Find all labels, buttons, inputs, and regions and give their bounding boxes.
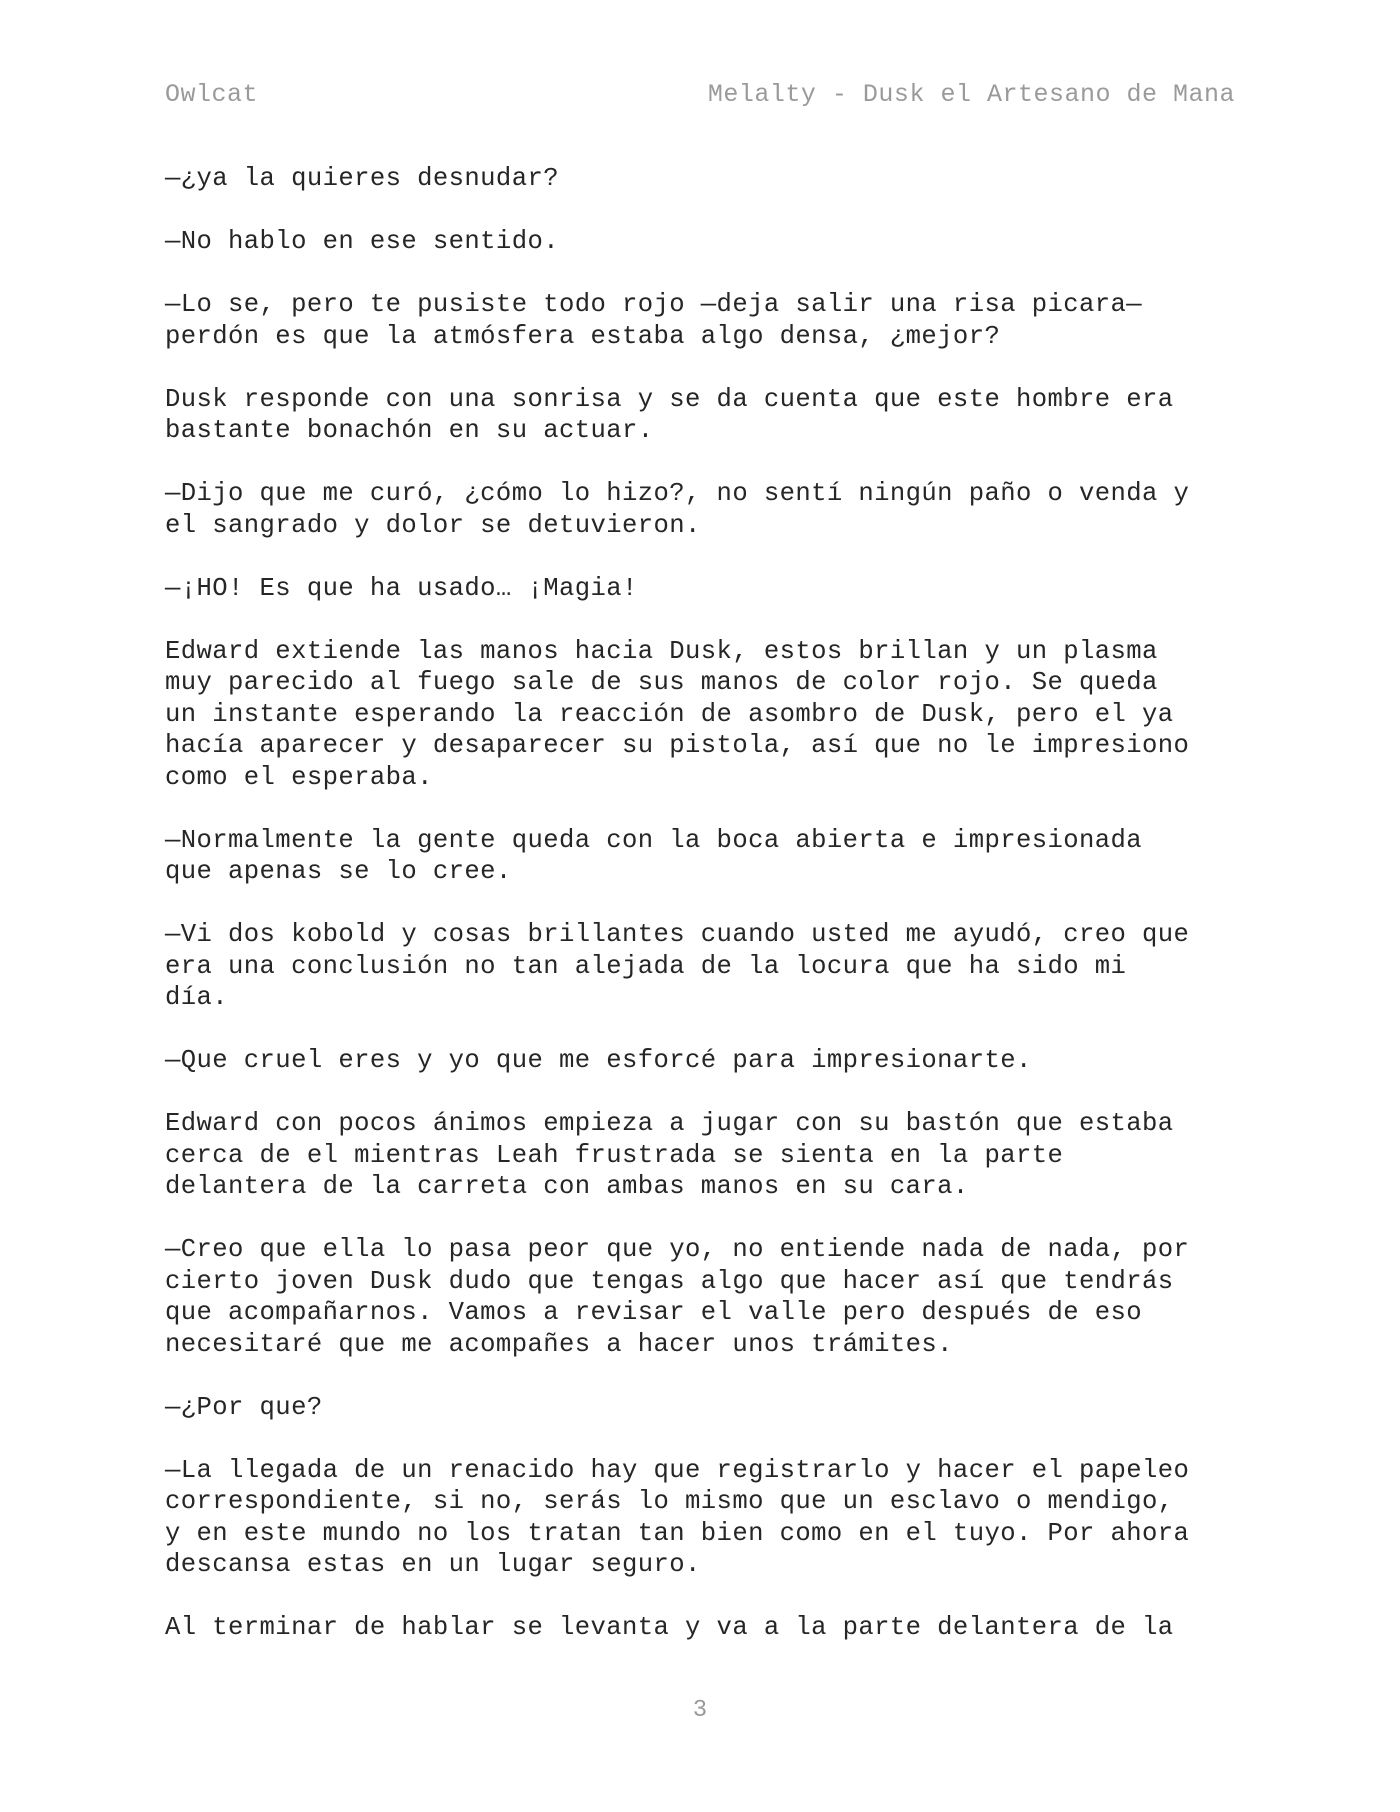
text-line: delantera de la carreta con ambas manos en su cara. (165, 1172, 969, 1201)
text-line: —Que cruel eres y yo que me esforcé para impresionarte. (165, 1046, 1032, 1075)
text-line: cierto joven Dusk dudo que tengas algo que hacer así que tendrás (165, 1266, 1174, 1296)
text-line: muy parecido al fuego sale de sus manos de color rojo. Se queda (165, 668, 1158, 697)
text-line: —¿ya la quieres desnudar? (165, 164, 559, 193)
text-line: el sangrado y dolor se detuvieron. (165, 510, 701, 540)
paragraph (165, 1108, 1245, 1203)
paragraph (165, 1612, 1245, 1644)
text-line: Edward con pocos ánimos empieza a jugar con su bastón que estaba (165, 1109, 1174, 1138)
text-line: —¿Por que? (165, 1392, 323, 1422)
text-line: —Creo que ella lo pasa peor que yo, no entiende nada de nada, por (165, 1235, 1190, 1264)
text-line: necesitaré que me acompañes a hacer unos trámites. (165, 1329, 953, 1359)
text-line: y en este mundo no los tratan tan bien como en el tuyo. Por ahora (165, 1518, 1190, 1548)
text-line: como el esperaba. (165, 762, 433, 792)
text-line: Dusk responde con una sonrisa y se da cuenta que este hombre era (165, 384, 1174, 414)
paragraph (165, 1045, 1245, 1077)
page-header (165, 80, 1235, 116)
page-body (165, 163, 1245, 1675)
paragraph (165, 919, 1245, 1014)
text-line: que apenas se lo cree. (165, 857, 512, 886)
paragraph (165, 1455, 1245, 1581)
text-line: perdón es que la atmósfera estaba algo densa, ¿mejor? (165, 321, 1001, 351)
text-line: cerca de el mientras Leah frustrada se sienta en la parte (165, 1140, 1064, 1170)
text-line: era una conclusión no tan alejada de la locura que ha sido mi (165, 951, 1127, 981)
paragraph (165, 1392, 1245, 1424)
text-line: —Dijo que me curó, ¿cómo lo hizo?, no sentí ningún paño o venda y (165, 479, 1190, 508)
page-number: 3 (692, 1697, 708, 1724)
paragraph (165, 825, 1245, 888)
paragraph (165, 163, 1245, 195)
text-line: Edward extiende las manos hacia Dusk, estos brillan y un plasma (165, 636, 1158, 666)
text-line: —Lo se, pero te pusiste todo rojo —deja salir una risa picara— (165, 290, 1143, 319)
text-line: —La llegada de un renacido hay que registrarlo y hacer el papeleo (165, 1455, 1190, 1485)
paragraph (165, 478, 1245, 541)
text-line: un instante esperando la reacción de asombro de Dusk, pero el ya (165, 699, 1174, 729)
paragraph (165, 226, 1245, 258)
text-line: que acompañarnos. Vamos a revisar el valle pero después de eso (165, 1298, 1143, 1327)
text-line: descansa estas en un lugar seguro. (165, 1550, 701, 1579)
paragraph (165, 1234, 1245, 1360)
text-line: Al terminar de hablar se levanta y va a la parte delantera de la (165, 1613, 1174, 1642)
paragraph (165, 573, 1245, 605)
header-author: Owlcat (165, 80, 259, 109)
paragraph (165, 384, 1245, 447)
text-line: —¡HO! Es que ha usado… ¡Magia! (165, 573, 638, 603)
header-title: Melalty - Dusk el Artesano de Mana (707, 80, 1235, 109)
paragraph (165, 289, 1245, 352)
text-line: hacía aparecer y desaparecer su pistola, así que no le impresiono (165, 731, 1190, 760)
paragraph (165, 636, 1245, 794)
text-line: —Normalmente la gente queda con la boca abierta e impresionada (165, 825, 1143, 855)
text-line: día. (165, 983, 229, 1012)
text-line: correspondiente, si no, serás lo mismo que un esclavo o mendigo, (165, 1487, 1174, 1516)
text-line: —No hablo en ese sentido. (165, 227, 559, 256)
text-line: —Vi dos kobold y cosas brillantes cuando usted me ayudó, creo que (165, 920, 1190, 949)
text-line: bastante bonachón en su actuar. (165, 416, 654, 445)
